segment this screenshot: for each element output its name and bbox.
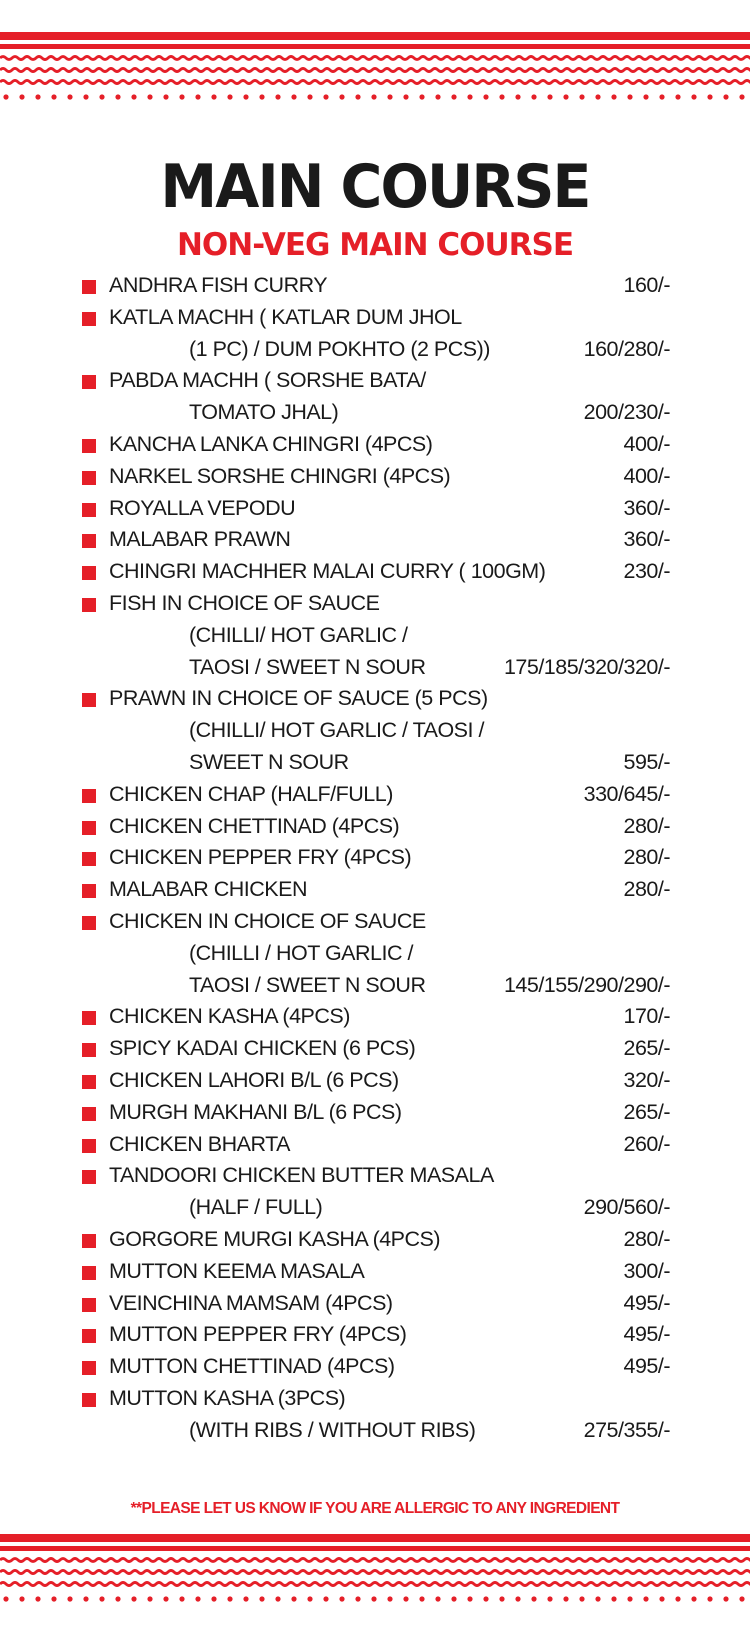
menu-item: [80, 1383, 670, 1447]
item-price: 495/-: [623, 1354, 670, 1379]
red-square-bullet-icon: [82, 375, 96, 389]
item-price: 495/-: [623, 1290, 670, 1315]
item-detail: SWEET N SOUR: [189, 749, 349, 774]
red-square-bullet-icon: [82, 1266, 96, 1280]
item-price: 290/560/-: [583, 1195, 670, 1220]
allergy-note: **PLEASE LET US KNOW IF YOU ARE ALLERGIC TO ANY INGREDIENT: [130, 1500, 620, 1517]
item-price: 160/-: [623, 273, 670, 297]
menu-item: [80, 1288, 670, 1320]
item-name: KANCHA LANKA CHINGRI (4PCS): [109, 431, 433, 456]
red-square-bullet-icon: [82, 471, 96, 485]
item-name: MURGH MAKHANI B/L (6 PCS): [109, 1099, 402, 1124]
red-square-bullet-icon: [82, 1075, 96, 1089]
menu-item: [80, 365, 670, 429]
item-name: VEINCHINA MAMSAM (4PCS): [109, 1290, 393, 1315]
red-square-bullet-icon: [82, 598, 96, 612]
top-decorative-border: [0, 28, 750, 108]
item-name: MUTTON KEEMA MASALA: [109, 1258, 365, 1283]
red-square-bullet-icon: [82, 1107, 96, 1121]
menu-item: [80, 524, 670, 556]
item-price: 175/185/320/320/-: [503, 654, 670, 679]
red-square-bullet-icon: [82, 1234, 96, 1248]
item-detail: (1 PC) / DUM POKHTO (2 PCS)): [189, 336, 490, 361]
red-square-bullet-icon: [82, 693, 96, 707]
item-price: 200/230/-: [583, 400, 670, 425]
item-price: 360/-: [623, 495, 670, 520]
item-name: CHICKEN PEPPER FRY (4PCS): [109, 845, 412, 870]
menu-item: [80, 461, 670, 493]
menu-item: [80, 779, 670, 811]
item-name: MUTTON CHETTINAD (4PCS): [109, 1354, 395, 1379]
menu-item: [80, 302, 670, 366]
menu-item: [80, 493, 670, 525]
red-square-bullet-icon: [82, 852, 96, 866]
item-name: GORGORE MURGI KASHA (4PCS): [109, 1226, 441, 1251]
red-square-bullet-icon: [82, 280, 96, 294]
menu-item: [80, 588, 670, 683]
item-detail: TAOSI / SWEET N SOUR: [189, 654, 426, 679]
menu-item: [80, 683, 670, 778]
menu-item: [80, 556, 670, 588]
page-title: MAIN COURSE: [160, 152, 590, 222]
menu-item: [80, 1129, 670, 1161]
red-square-bullet-icon: [82, 1298, 96, 1312]
item-price: 495/-: [623, 1322, 670, 1347]
red-square-bullet-icon: [82, 1170, 96, 1184]
red-square-bullet-icon: [82, 534, 96, 548]
item-price: 260/-: [623, 1131, 670, 1156]
item-name: CHICKEN CHETTINAD (4PCS): [109, 813, 400, 838]
red-square-bullet-icon: [82, 1329, 96, 1343]
item-detail: (CHILLI / HOT GARLIC /: [189, 940, 413, 965]
section-subtitle: NON-VEG MAIN COURSE: [176, 227, 574, 263]
menu-item: [80, 1319, 670, 1351]
item-price: 145/155/290/290/-: [503, 972, 670, 997]
menu-item: [80, 1065, 670, 1097]
red-square-bullet-icon: [82, 821, 96, 835]
red-square-bullet-icon: [82, 1361, 96, 1375]
red-square-bullet-icon: [82, 916, 96, 930]
menu-list: [80, 270, 670, 1446]
item-name: ANDHRA FISH CURRY: [109, 273, 328, 297]
item-price: 280/-: [623, 877, 670, 902]
item-name: MUTTON PEPPER FRY (4PCS): [109, 1322, 407, 1347]
red-square-bullet-icon: [82, 884, 96, 898]
red-square-bullet-icon: [82, 1043, 96, 1057]
item-price: 265/-: [623, 1099, 670, 1124]
item-name: MALABAR CHICKEN: [109, 877, 307, 902]
menu-item: [80, 842, 670, 874]
menu-item: [80, 1033, 670, 1065]
item-detail: (CHILLI/ HOT GARLIC /: [189, 622, 408, 647]
item-name: PABDA MACHH ( SORSHE BATA/: [109, 368, 426, 393]
item-price: 280/-: [623, 1226, 670, 1251]
menu-item: [80, 1001, 670, 1033]
bottom-decorative-border: [0, 1530, 750, 1610]
item-price: 275/355/-: [583, 1417, 670, 1442]
item-detail: (HALF / FULL): [189, 1195, 323, 1220]
item-name: CHICKEN LAHORI B/L (6 PCS): [109, 1067, 399, 1092]
item-price: 280/-: [623, 813, 670, 838]
item-detail: (CHILLI/ HOT GARLIC / TAOSI /: [189, 718, 484, 743]
menu-item: [80, 1256, 670, 1288]
item-name: CHICKEN IN CHOICE OF SAUCE: [109, 908, 426, 933]
item-name: CHINGRI MACHHER MALAI CURRY ( 100GM): [109, 559, 546, 584]
item-price: 320/-: [623, 1067, 670, 1092]
red-square-bullet-icon: [82, 1393, 96, 1407]
item-price: 595/-: [623, 749, 670, 774]
menu-item: [80, 1224, 670, 1256]
menu-item: [80, 874, 670, 906]
item-detail: TOMATO JHAL): [189, 400, 339, 425]
item-name: MUTTON KASHA (3PCS): [109, 1385, 346, 1410]
item-detail: (WITH RIBS / WITHOUT RIBS): [189, 1417, 476, 1442]
menu-item: [80, 1351, 670, 1383]
menu-item: [80, 1097, 670, 1129]
item-price: 300/-: [623, 1258, 670, 1283]
menu-item: [80, 1160, 670, 1224]
item-price: 170/-: [623, 1004, 670, 1029]
item-price: 360/-: [623, 527, 670, 552]
item-price: 265/-: [623, 1036, 670, 1061]
item-name: MALABAR PRAWN: [109, 527, 291, 552]
menu-item: [80, 270, 670, 302]
item-price: 400/-: [623, 431, 670, 456]
red-square-bullet-icon: [82, 503, 96, 517]
red-square-bullet-icon: [82, 1011, 96, 1025]
item-name: CHICKEN BHARTA: [109, 1131, 290, 1156]
item-name: CHICKEN KASHA (4PCS): [109, 1004, 350, 1029]
item-name: PRAWN IN CHOICE OF SAUCE (5 PCS): [109, 686, 488, 711]
item-name: CHICKEN CHAP (HALF/FULL): [109, 781, 393, 806]
item-name: ROYALLA VEPODU: [109, 495, 296, 520]
item-name: FISH IN CHOICE OF SAUCE: [109, 590, 380, 615]
item-price: 400/-: [623, 463, 670, 488]
red-square-bullet-icon: [82, 1139, 96, 1153]
item-price: 230/-: [623, 559, 670, 584]
red-square-bullet-icon: [82, 789, 96, 803]
menu-item: [80, 906, 670, 1001]
red-square-bullet-icon: [82, 312, 96, 326]
menu-item: [80, 429, 670, 461]
item-name: KATLA MACHH ( KATLAR DUM JHOL: [109, 304, 462, 329]
item-price: 280/-: [623, 845, 670, 870]
item-name: NARKEL SORSHE CHINGRI (4PCS): [109, 463, 451, 488]
red-square-bullet-icon: [82, 566, 96, 580]
item-name: TANDOORI CHICKEN BUTTER MASALA: [109, 1163, 494, 1188]
item-price: 160/280/-: [583, 336, 670, 361]
red-square-bullet-icon: [82, 439, 96, 453]
item-detail: TAOSI / SWEET N SOUR: [189, 972, 426, 997]
item-name: SPICY KADAI CHICKEN (6 PCS): [109, 1036, 416, 1061]
menu-item: [80, 811, 670, 843]
item-price: 330/645/-: [583, 781, 670, 806]
